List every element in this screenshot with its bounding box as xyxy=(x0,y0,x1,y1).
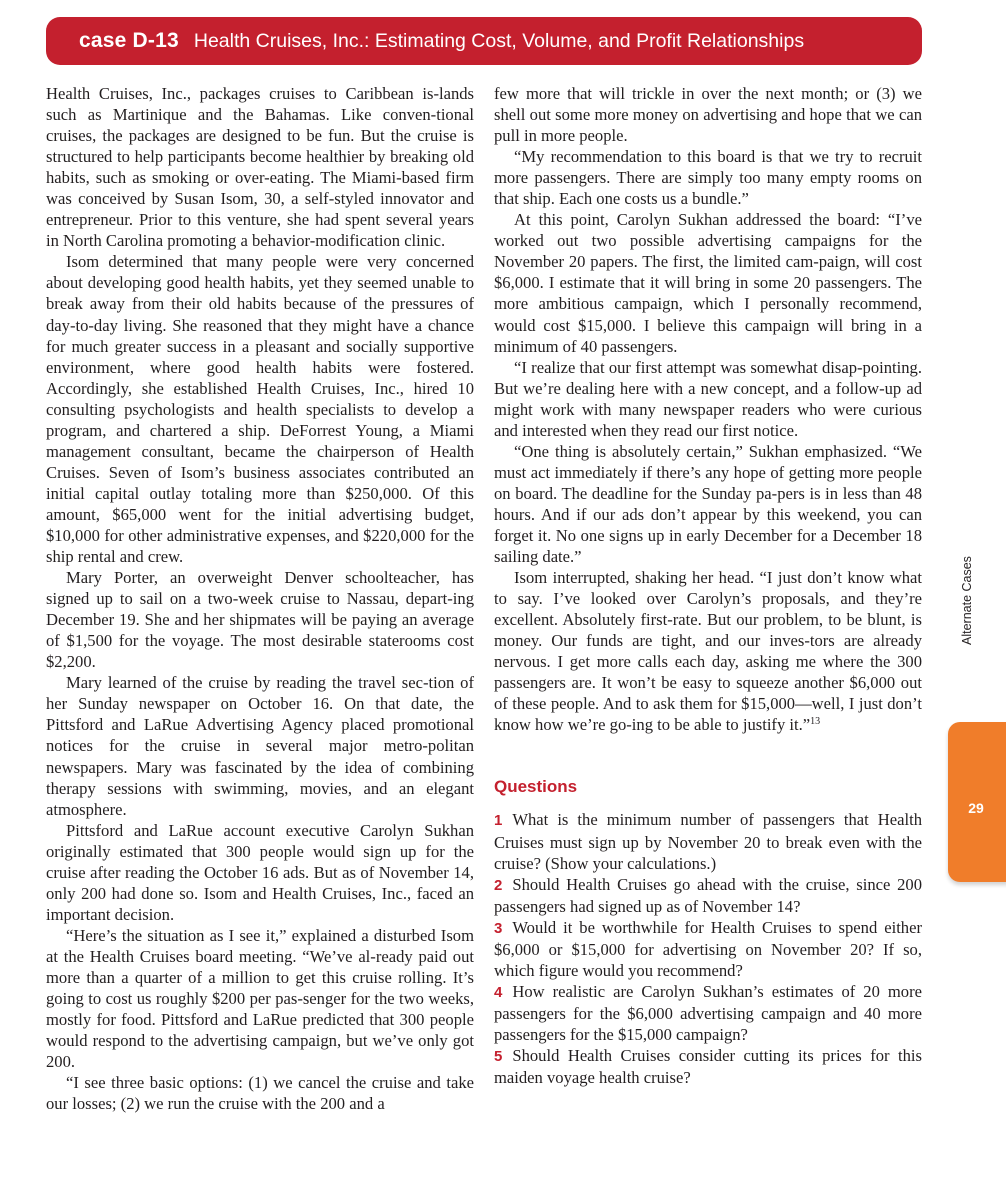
question-text: Would it be worthwhile for Health Cruises to spend either $6,000 or $15,000 for advertising on November 20? If so, which figure would you recommend? xyxy=(494,917,922,980)
paragraph: Mary learned of the cruise by reading the travel sec-tion of her Sunday newspaper on October 16. On that date, the Pittsford and LaRue Advertising Agency placed promotional notices for the cruise in several major metro-politan newspapers. Mary was fascinated by the idea of combining therapy sessions with swimming, movies, and an elegant atmosphere. xyxy=(46,673,474,819)
question-number: 5 xyxy=(494,1047,503,1065)
paragraph: Pittsford and LaRue account executive Carolyn Sukhan originally estimated that 300 people would sign up for the cruise after reading the October 16 ads. But as of November 14, only 200 had done so. Isom and Health Cruises, Inc., faced an important decision. xyxy=(46,820,474,924)
question-number: 1 xyxy=(494,812,503,830)
right-text-column xyxy=(494,83,922,1088)
question-item xyxy=(494,981,922,1045)
case-title-banner xyxy=(46,17,922,65)
paragraph: Health Cruises, Inc., packages cruises to Caribbean is-lands such as Martinique and the Bahamas. Like conven-tional cruises, the packages are designed to be fun. But the cruise is structured to help participants become healthier by breaking old habits, such as smoking or over-eating. The Miami-based firm was conceived by Susan Isom, 30, a self-styled innovator and entrepreneur. Prior to this venture, she had spent several years in North Carolina promoting a behavior-modification clinic. xyxy=(46,84,474,251)
footnote-reference: 13 xyxy=(810,716,821,728)
question-item xyxy=(494,809,922,873)
question-number: 3 xyxy=(494,919,503,937)
question-item xyxy=(494,1045,922,1088)
question-text: Should Health Cruises go ahead with the cruise, since 200 passengers had signed up as of November 14? xyxy=(494,874,922,916)
question-text: How realistic are Carolyn Sukhan’s estimates of 20 more passengers for the $6,000 advertising campaign and 40 more passengers for the $15,000 campaign? xyxy=(494,981,922,1044)
paragraph: “One thing is absolutely certain,” Sukhan emphasized. “We must act immediately if there’s any hope of getting more people on board. The deadline for the Sunday pa-pers is in less than 48 hours. And if our ads don’t appear by this weekend, you can forget it. No one signs up in early December for a December 18 sailing date.” xyxy=(494,441,922,567)
paragraph: Mary Porter, an overweight Denver schoolteacher, has signed up to sail on a two-week cruise to Nassau, depart-ing December 19. She and her shipmates will be paying an average of $1,500 for the voyage. The most desirable staterooms cost $2,200. xyxy=(46,568,474,672)
paragraph: At this point, Carolyn Sukhan addressed the board: “I’ve worked out two possible advertising campaigns for the November 20 papers. The first, the limited cam-paign, will cost $6,000. I estimate that it will bring in some 20 passengers. The more ambitious campaign, which I personally recommend, would cost $15,000. I believe this campaign will bring in a minimum of 40 passengers. xyxy=(494,210,922,356)
questions-heading: Questions xyxy=(494,777,578,797)
paragraph-text: Isom interrupted, shaking her head. “I just don’t know what to say. I’ve looked over Carolyn’s proposals, and they’re excellent. Absolutely first-rate. But our problem, to be blunt, is money. Our funds are tight, and our inves-tors are already nervous. I get more calls each day, asking me where the 300 passengers are. It won’t be easy to squeeze another $6,000 out of these people. And to ask them for $15,000—well, I just don’t know how we’re go-ing to be able to justify it.” xyxy=(494,568,922,735)
case-title: Health Cruises, Inc.: Estimating Cost, Volume, and Profit Relationships xyxy=(193,29,805,52)
paragraph: “My recommendation to this board is that we try to recruit more passengers. There are simply too many empty rooms on that ship. Each one costs us a bundle.” xyxy=(494,147,922,209)
question-number: 2 xyxy=(494,876,503,894)
question-item xyxy=(494,874,922,917)
paragraph: “Here’s the situation as I see it,” explained a disturbed Isom at the Health Cruises board meeting. “We’ve al-ready paid out more than a quarter of a million to get this cruise rolling. It’s going to cost us roughly $200 per pas-senger for the two weeks, mostly for food. Pittsford and LaRue predicted that 300 people would respond to the advertising campaign, but we’ve only got 200. xyxy=(46,925,474,1072)
section-side-label: Alternate Cases xyxy=(960,556,974,645)
question-number: 4 xyxy=(494,983,503,1001)
paragraph: few more that will trickle in over the next month; or (3) we shell out some more money on advertising and hope that we can pull in more people. xyxy=(494,84,922,146)
question-text: Should Health Cruises consider cutting its prices for this maiden voyage health cruise? xyxy=(494,1045,922,1088)
page-number: 29 xyxy=(968,800,984,816)
paragraph xyxy=(494,567,922,735)
question-text: What is the minimum number of passengers that Health Cruises must sign up by November 20 to break even with the cruise? (Show your calculations.) xyxy=(494,810,922,873)
paragraph: “I realize that our first attempt was somewhat disap-pointing. But we’re dealing here with a new concept, and a follow-up ad might work with many newspaper readers who were curious and interested when they read our first notice. xyxy=(494,357,922,440)
question-item xyxy=(494,917,922,981)
case-number: case D-13 xyxy=(79,29,179,52)
left-text-column xyxy=(46,83,474,1114)
paragraph: “I see three basic options: (1) we cancel the cruise and take our losses; (2) we run the cruise with the 200 and a xyxy=(46,1073,474,1114)
paragraph: Isom determined that many people were very concerned about developing good health habits, yet they seemed unable to break away from their old habits because of the pressures of day-to-day living. She reasoned that they might have a chance for much greater success in a pleasant and socially supportive environment, where good health habits were fostered. Accordingly, she established Health Cruises, Inc., hired 10 consulting psychologists and health specialists to develop a program, and chartered a ship. DeForrest Young, a Miami management consultant, became the chairperson of Health Cruises. Seven of Isom’s business associates contributed an initial capital outlay totaling more than $250,000. Of this amount, $65,000 went for the initial advertising budget, $10,000 for other administrative expenses, and $220,000 for the ship rental and crew. xyxy=(46,252,474,567)
